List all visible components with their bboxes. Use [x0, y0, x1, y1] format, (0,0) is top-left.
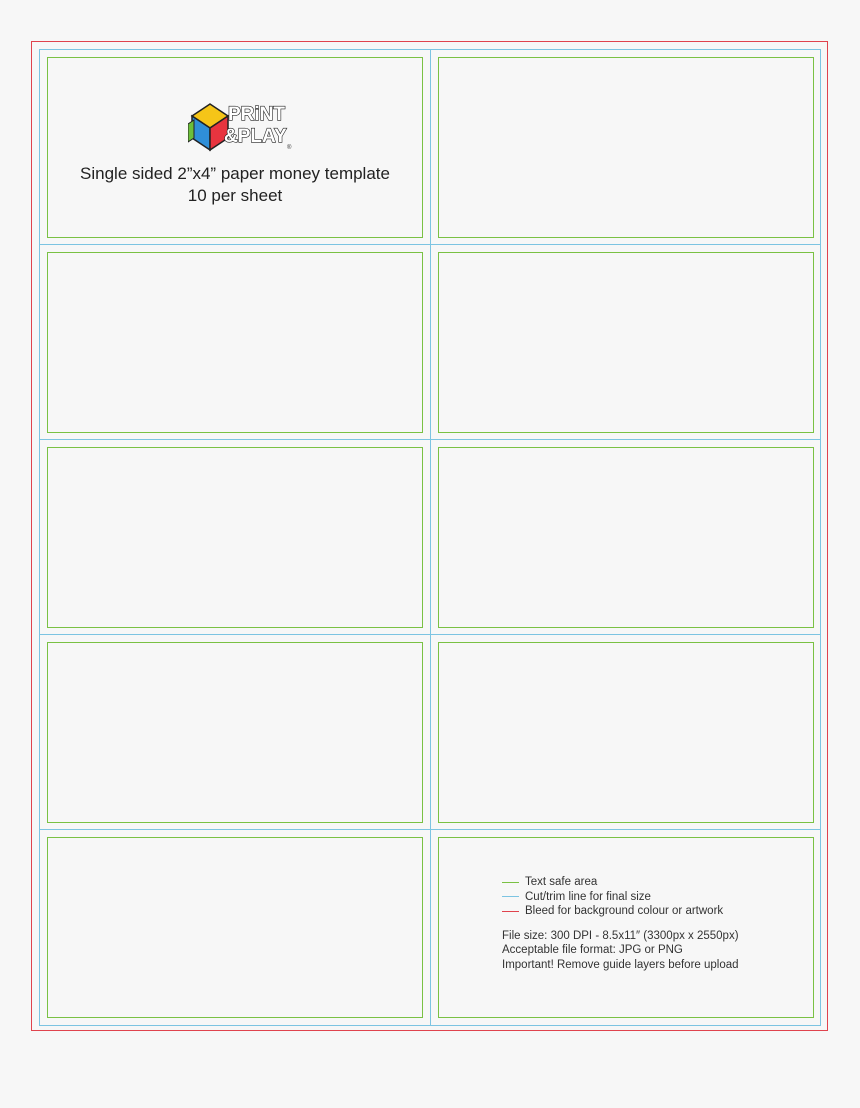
safe-area-7	[47, 642, 423, 823]
trim-line-horizontal-2	[39, 439, 821, 440]
safe-area-3	[47, 252, 423, 433]
blue-line-swatch	[502, 896, 519, 897]
file-info	[502, 929, 739, 973]
trim-line-horizontal-1	[39, 244, 821, 245]
safe-area-5	[47, 447, 423, 628]
legend-item-text-safe	[502, 875, 739, 890]
red-line-swatch	[502, 911, 519, 912]
title-line-2: 10 per sheet	[187, 186, 283, 205]
file-size-info: File size: 300 DPI - 8.5x11″ (3300px x 2550px)	[502, 929, 739, 942]
safe-area-4	[438, 252, 814, 433]
file-format-info: Acceptable file format: JPG or PNG	[502, 944, 683, 956]
logo-cube-icon	[188, 104, 228, 150]
trim-line-vertical	[430, 49, 431, 1026]
trim-line-horizontal-3	[39, 634, 821, 635]
upload-warning: Important! Remove guide layers before upload	[502, 958, 739, 971]
logo-text-line1: PRiNT	[228, 104, 285, 125]
safe-area-9	[47, 837, 423, 1018]
legend	[502, 875, 739, 972]
green-line-swatch	[502, 882, 519, 883]
legend-item-cut-trim	[502, 890, 739, 905]
safe-area-8	[438, 642, 814, 823]
legend-item-bleed	[502, 904, 739, 919]
safe-area-2	[438, 57, 814, 238]
registered-mark: ®	[287, 145, 292, 151]
legend-label: Text safe area	[525, 876, 598, 888]
template-title	[47, 163, 423, 207]
safe-area-6	[438, 447, 814, 628]
legend-label: Bleed for background colour or artwork	[525, 905, 724, 917]
trim-line-horizontal-4	[39, 829, 821, 830]
logo-text-line2: &PLAY	[224, 126, 287, 147]
print-and-play-logo	[188, 96, 296, 154]
legend-label: Cut/trim line for final size	[525, 890, 651, 903]
title-line-1: Single sided 2”x4” paper money template	[80, 164, 390, 183]
